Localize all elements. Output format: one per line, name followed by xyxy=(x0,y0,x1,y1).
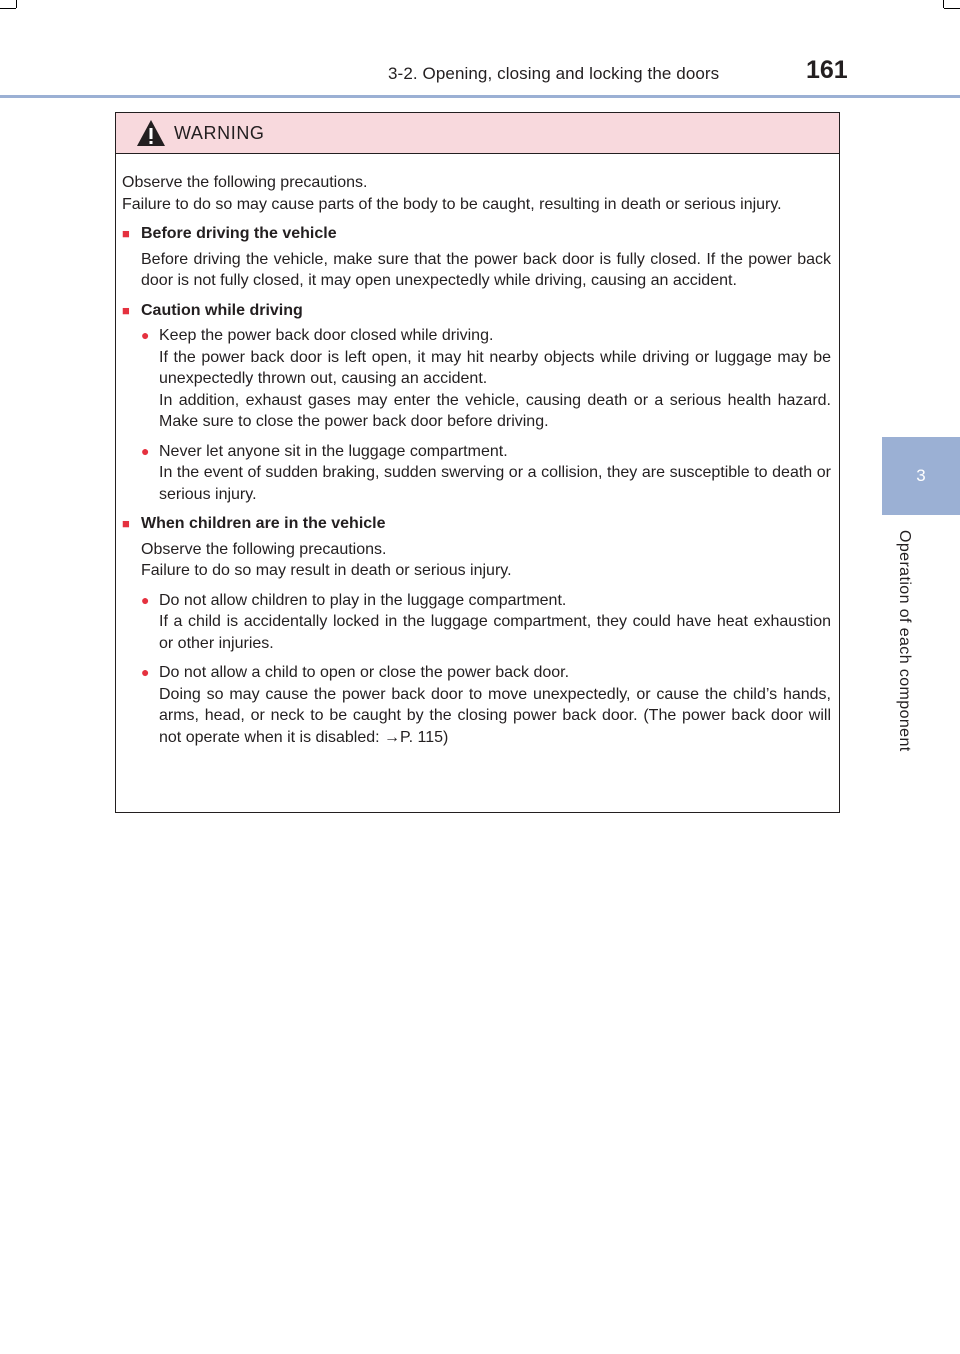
warning-body xyxy=(116,154,839,748)
list-item-line: Keep the power back door closed while driving. xyxy=(159,327,494,344)
square-bullet-icon: ■ xyxy=(122,226,130,241)
list-item-line: Never let anyone sit in the luggage compartment. xyxy=(159,442,508,460)
list-item xyxy=(141,325,831,433)
list-item-line: Do not allow a child to open or close the power back door. xyxy=(159,664,570,681)
list-item-line: In addition, exhaust gases may enter the vehicle, causing death or a serious health hazard. Make sure to close the power back door before driving. xyxy=(159,391,831,430)
crop-mark xyxy=(943,0,944,8)
section-heading xyxy=(122,223,831,245)
list-item xyxy=(141,590,831,655)
chapter-title: Operation of each component xyxy=(896,530,913,752)
list-item-line: If the power back door is left open, it may hit nearby objects while driving or luggage may be unexpectedly thrown out, causing an accident. xyxy=(159,348,831,387)
warning-header xyxy=(116,113,839,154)
round-bullet-icon: ● xyxy=(141,327,150,343)
page-number: 161 xyxy=(806,56,848,84)
section-title: When children are in the vehicle xyxy=(141,515,386,532)
list-item-line: If a child is accidentally locked in the luggage compartment, they could have heat exhaustion or other injuries. xyxy=(159,613,831,652)
warning-box xyxy=(115,112,840,813)
crop-mark xyxy=(16,0,17,8)
list-item-line: Do not allow children to play in the luggage compartment. xyxy=(159,591,567,609)
round-bullet-icon: ● xyxy=(141,591,150,608)
header-rule xyxy=(0,95,960,98)
warning-intro xyxy=(122,172,831,215)
list-item-text xyxy=(159,325,831,433)
list-item xyxy=(141,441,831,506)
list-item-text xyxy=(159,590,831,655)
crop-mark xyxy=(0,8,16,9)
section-text-line: Before driving the vehicle, make sure that the power back door is fully closed. If the power back door is not fully closed, it may open unexpectedly while driving, causing an accident. xyxy=(141,250,831,289)
intro-line: Observe the following precautions. xyxy=(122,174,368,191)
list-item-text xyxy=(159,662,831,748)
list-item-line: In the event of sudden braking, sudden swerving or a collision, they are susceptible to death or serious injury. xyxy=(159,464,831,503)
list-item xyxy=(141,662,831,748)
page-header-title: 3-2. Opening, closing and locking the doors xyxy=(388,64,720,83)
section-heading xyxy=(122,300,831,322)
section-text xyxy=(141,249,831,292)
square-bullet-icon: ■ xyxy=(122,516,130,531)
intro-line: Failure to do so may cause parts of the body to be caught, resulting in death or serious injury. xyxy=(122,195,782,213)
square-bullet-icon: ■ xyxy=(122,302,130,318)
warning-triangle-icon xyxy=(136,119,166,147)
warning-title: WARNING xyxy=(174,122,265,143)
section-text-line: Failure to do so may result in death or serious injury. xyxy=(141,562,512,579)
section-title: Caution while driving xyxy=(141,301,303,319)
round-bullet-icon: ● xyxy=(141,442,150,459)
crop-mark xyxy=(944,8,960,9)
round-bullet-icon: ● xyxy=(141,664,150,680)
section-text xyxy=(141,539,831,582)
list-item-text xyxy=(159,441,831,506)
chapter-tab xyxy=(882,437,960,515)
section-title: Before driving the vehicle xyxy=(141,225,337,242)
section-heading xyxy=(122,513,831,535)
list-item-line: Doing so may cause the power back door to move unexpectedly, or cause the child’s hands, arms, head, or neck to be caught by the closing power back door. (The power back door will not operate when it is disabled: →P. 115) xyxy=(159,685,831,746)
section-text-line: Observe the following precautions. xyxy=(141,540,387,558)
chapter-number: 3 xyxy=(916,466,926,485)
